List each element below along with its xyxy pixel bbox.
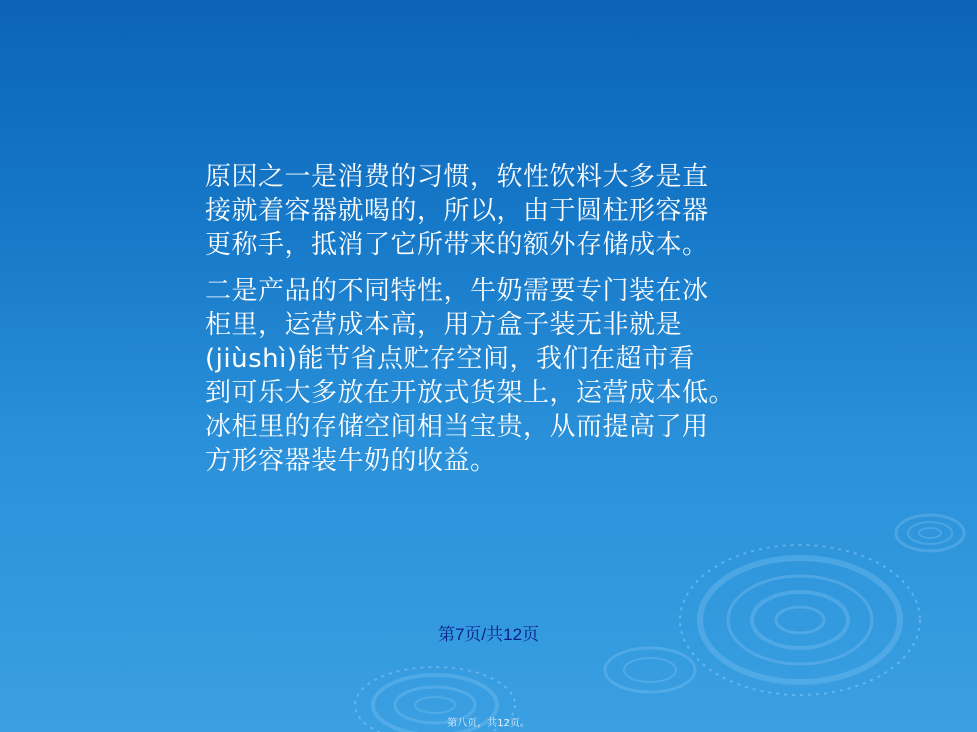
paragraph-product-characteristics bbox=[205, 274, 805, 478]
text-line: 到可乐大多放在开放式货架上，运营成本低。 bbox=[205, 378, 736, 408]
paragraph-consumption-habits bbox=[205, 160, 805, 262]
slide-body-text bbox=[205, 160, 805, 490]
text-line: 方形容器装牛奶的收益。 bbox=[205, 446, 497, 476]
text-line: 更称手，抵消了它所带来的额外存储成本。 bbox=[205, 230, 709, 260]
page-number: 第7页/共12页 bbox=[437, 625, 540, 644]
text-line: 冰柜里的存储空间相当宝贵，从而提高了用 bbox=[205, 412, 709, 442]
text-line: 原因之一是消费的习惯，软性饮料大多是直 bbox=[205, 162, 709, 192]
footer-page-note: 第八页，共12页。 bbox=[447, 718, 530, 729]
text-line: 柜里，运营成本高，用方盒子装无非就是 bbox=[205, 310, 683, 340]
text-line: 二是产品的不同特性，牛奶需要专门装在冰 bbox=[205, 276, 709, 306]
text-line: 接就着容器就喝的，所以，由于圆柱形容器 bbox=[205, 196, 709, 226]
text-line: (jiùshì)能节省点贮存空间，我们在超市看 bbox=[205, 344, 695, 374]
